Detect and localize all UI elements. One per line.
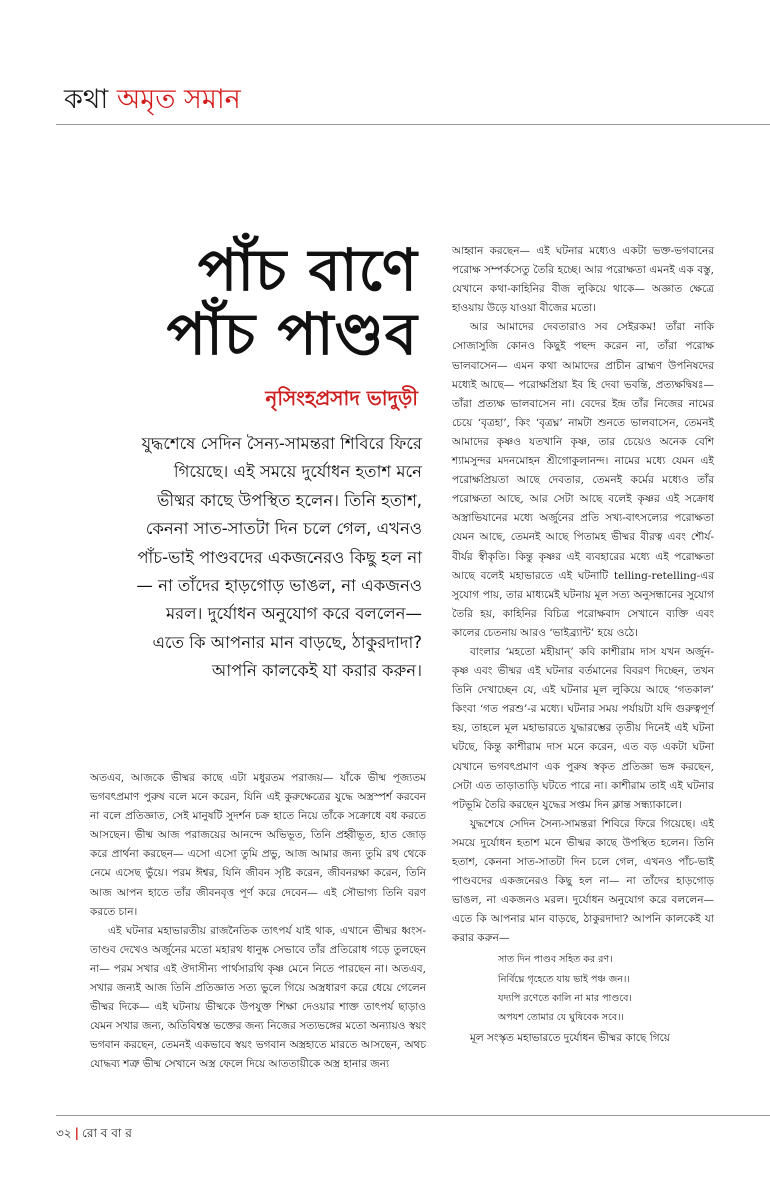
section-label-amrito-soman: অমৃত সমান [116,84,241,115]
verse-line: অপযশ তোমার যে ঘুষিবেক সবে।। [498,1011,624,1023]
body-paragraph: আর আমাদের দেবতারাও সব সেইরকম! তাঁরা নাকি সোজাসুজি কোনও কিছুই পছন্দ করেন না, তাঁরা পরোক্ষ ভালবাসেন— এমন কথা আমাদের প্রাচীন ব্রাহ্মণ উপনিষদের মধ্যেই আছে— পরোক্ষপ্রিয়া ইব হি দেবা ভবন্তি, প্রত্যক্ষদ্বিষঃ— তাঁরা প্রত্যক্ষ ভালবাসেন না। বেদের ইন্দ্র তাঁর নিজের নামের চেয়ে ‘বৃত্রহা’, কিং ‘বৃত্রঘ্ন’ নামটা শুনতে ভালবাসেন, তেমনই আমাদের কৃষ্ণও যতখানি কৃষ্ণ, তার চেয়েও অনেক বেশি শ্যামসুন্দর মদনমোহন শ্রীগোকুলানন্দ। নামের মধ্যে যেমন এই পরোক্ষপ্রিয়তা আছে দেবতার, তেমনই কর্মের মধ্যেও তাঁর পরোক্ষতা আছে, আর সেটা আছে বলেই কৃষ্ণর এই সক্রোধ অস্ত্রাভিযানের মধ্যে অর্জুনের প্রতি সখ্য-বাৎসল্যের পরোক্ষতা যেমন আছে, তেমনই আছে পিতামহ ভীষ্মর বীরত্ব এবং শৌর্য-বীর্যর স্বীকৃতি। কিন্তু কৃষ্ণর এই ব্যবহারের মধ্যে এই পরোক্ষতা আছে বলেই মহাভারতে এই ঘটনাটি telling-retelling-এর সুযোগ পায়, তার মাধ্যমেই ঘটনায় মূল সত্য অনুসন্ধানের সুযোগ তৈরি হয়, কাহিনির বিচিত্র পরোক্ষবাদ সেখানে ব্যক্তি এবং কালের চেতনায় আরও ‘ভাইব্র্যান্ট’ হয়ে ওঠে। [452,321,714,639]
body-paragraph: যুদ্ধশেষে সেদিন সৈন্য-সামন্তরা শিবিরে ফিরে গিয়েছে। এই সময়ে দুর্যোধন হতাশ মনে ভীষ্মর কাছে উপস্থিত হলেন। তিনি হতাশ, কেননা সাত-সাতটা দিন চলে গেল, এখনও পাঁচ-ভাই পাণ্ডবদের একজনেরও কিছু হল না— না তাঁদের হাড়গোড় ভাঙল, না একজনও মরল। দুর্যোধন অনুযোগ করে বললেন— এতে কি আপনার মান বাড়ছে, ঠাকুরদাদা? আপনি কালকেই যা করার করুন— [452,817,714,945]
intro-paragraph: যুদ্ধশেষে সেদিন সৈন্য-সামন্তরা শিবিরে ফিরে গিয়েছে। এই সময়ে দুর্যোধন হতাশ মনে ভীষ্মর কাছে উপস্থিত হলেন। তিনি হতাশ, কেননা সাত-সাতটা দিন চলে গেল, এখনও পাঁচ-ভাই পাণ্ডবদের একজনেরও কিছু হল না— না তাঁদের হাড়গোড় ভাঙল, না একজনও মরল। দুর্যোধন অনুযোগ করে বললেন— এতে কি আপনার মান বাড়ছে, ঠাকুরদাদা? আপনি কালকেই যা করার করুন। [136,434,422,681]
body-paragraph: বাংলার ‘মহতো মহীয়ান্’ কবি কাশীরাম দাস যখন অর্জুন-কৃষ্ণ এবং ভীষ্মর এই ঘটনার বর্তমানের বিবরণ দিচ্ছেন, তখন তিনি দেখাচ্ছেন যে, এই ঘটনার মূল লুকিয়ে আছে ‘গতকাল’ কিংবা ‘গত পরশু’-র মধ্যে। ঘটনার সময় পর্যায়টা যদি গুরুত্বপূর্ণ হয়, তাহলে মূল মহাভারতে যুদ্ধারম্ভের তৃতীয় দিনেই এই ঘটনা ঘটছে, কিন্তু কাশীরাম দাস মনে করেন, এত বড় একটা ঘটনা যেখানে ভগবৎপ্রমাণ এক পুরুষ স্বকৃত প্রতিজ্ঞা ভঙ্গ করছেন, সেটা এত তাড়াতাড়ি ঘটতে পারে না। কাশীরাম তাই এই ঘটনার পটভূমি তৈরি করছেন যুদ্ধের সপ্তম দিন ক্লান্ত সন্ধ্যাকালে। [452,645,714,811]
body-paragraph: এই ঘটনার মহাভারতীয় রাজনৈতিক তাৎপর্য যাই থাক, এখানে ভীষ্মর ধ্বংস-তাণ্ডব দেখেও অর্জুনের মতো মহারথ ধানুষ্ক সেভাবে তাঁর প্রতিরোধ গড়ে তুলছেন না— পরম সখার এই ঔদাসীন্য পার্থসারথি কৃষ্ণ মেনে নিতে পারছেন না। অতএব, সখার জন্যই আজ তিনি প্রতিজ্ঞাত সত্য ভুলে গিয়ে অস্ত্রধারণ করে ধেয়ে গেলেন ভীষ্মর দিকে— এই ঘটনায় ভীষ্মকে উপযুক্ত শিক্ষা দেওয়ার শাক্ত তাৎপর্য ছাড়াও যেমন সখার জন্য, অতিবিশ্বস্ত ভক্তের জন্য নিজের সত্যভঙ্গের মতো অন্যায়ও স্বয়ং ভগবান করছেন, তেমনই একভাবে স্বয়ং ভগবান অস্ত্রহাতে মারতে আসছেন, অথচ যোদ্ধব্য শত্রু ভীষ্ম সেখানে অস্ত্র ফেলে দিয়ে আততায়ীকে অস্ত্র হানার জন্য [90,924,426,1071]
article-author: নৃসিংহপ্রসাদ ভাদুড়ী [265,386,418,410]
section-label-kotha: কথা [64,84,109,115]
section-header [64,84,241,116]
verse-line: নির্বিঘ্নে গৃহেতে যায় ভাই পঞ্চ জন।। [498,973,630,985]
header-divider [56,124,770,125]
body-paragraph: মূল সংস্কৃত মহাভারতে দুর্যোধন ভীষ্মর কাছে গিয়ে [470,1031,670,1044]
article-title-line-2: পাঁচ পাণ্ডব [166,300,418,368]
verse-line: যদ্যপি রণেতে কালি না মার পাণ্ডবে। [498,992,632,1004]
footer-separator: | [74,1126,79,1140]
article-intro [132,430,422,686]
body-paragraph: আহ্বান করছেন— এই ঘটনার মধ্যেও একটা ভক্ত-ভগবানের পরোক্ষ সম্পর্কসেতু তৈরি হচ্ছে। আর পরোক্ষতা এমনই এক বস্তু, যেখানে কথা-কাহিনির বীজ লুকিয়ে থাকে— অজ্ঞাত ক্ষেত্রে হাওয়ায় উড়ে যাওয়া বীজের মতো। [452,245,714,315]
article-title-line-1: পাঁচ বাণে [197,236,418,304]
footer-divider [56,1115,770,1116]
verse-quote [498,950,714,1026]
page-footer [56,1124,132,1142]
body-paragraph: অতএব, আজকে ভীষ্মর কাছে এটা মধুরতম পরাজয়— যাঁকে ভীষ্ম পূজ্যতম ভগবৎপ্রমাণ পুরুষ বলে মনে করেন, যিনি এই কুরুক্ষেত্রের যুদ্ধে অস্ত্রস্পর্শ করবেন না বলে প্রতিজ্ঞাত, সেই মানুষটি সুদর্শন চক্র হাতে নিয়ে তাঁকে সক্রোধে বধ করতে আসছেন। ভীষ্ম আজ পরাজয়ের আনন্দে অভিভূত, তিনি প্রহ্বীভূত, হাত জোড় করে প্রার্থনা করছেন— এসো এসো তুমি প্রভু, আজ আমার জন্য তুমি রথ থেকে নেমে এসেছ ভুঁয়ে। পরম ঈশ্বর, যিনি জীবন সৃষ্টি করেন, জীবনরক্ষা করেন, তিনি আজ আপন হাতে তাঁর জীবনবৃত্ত পূর্ণ করে দেবেন— এই সৌভাগ্য তিনি বরণ করতে চান। [90,772,426,918]
body-column-left [90,769,426,1075]
article-title [167,238,418,366]
verse-line: সাত দিন পাণ্ডব সহিত কর রণ। [498,954,613,966]
body-column-right [452,242,714,1048]
magazine-name: রো ব বা র [82,1126,132,1140]
page-number: ৩২ [56,1126,72,1140]
